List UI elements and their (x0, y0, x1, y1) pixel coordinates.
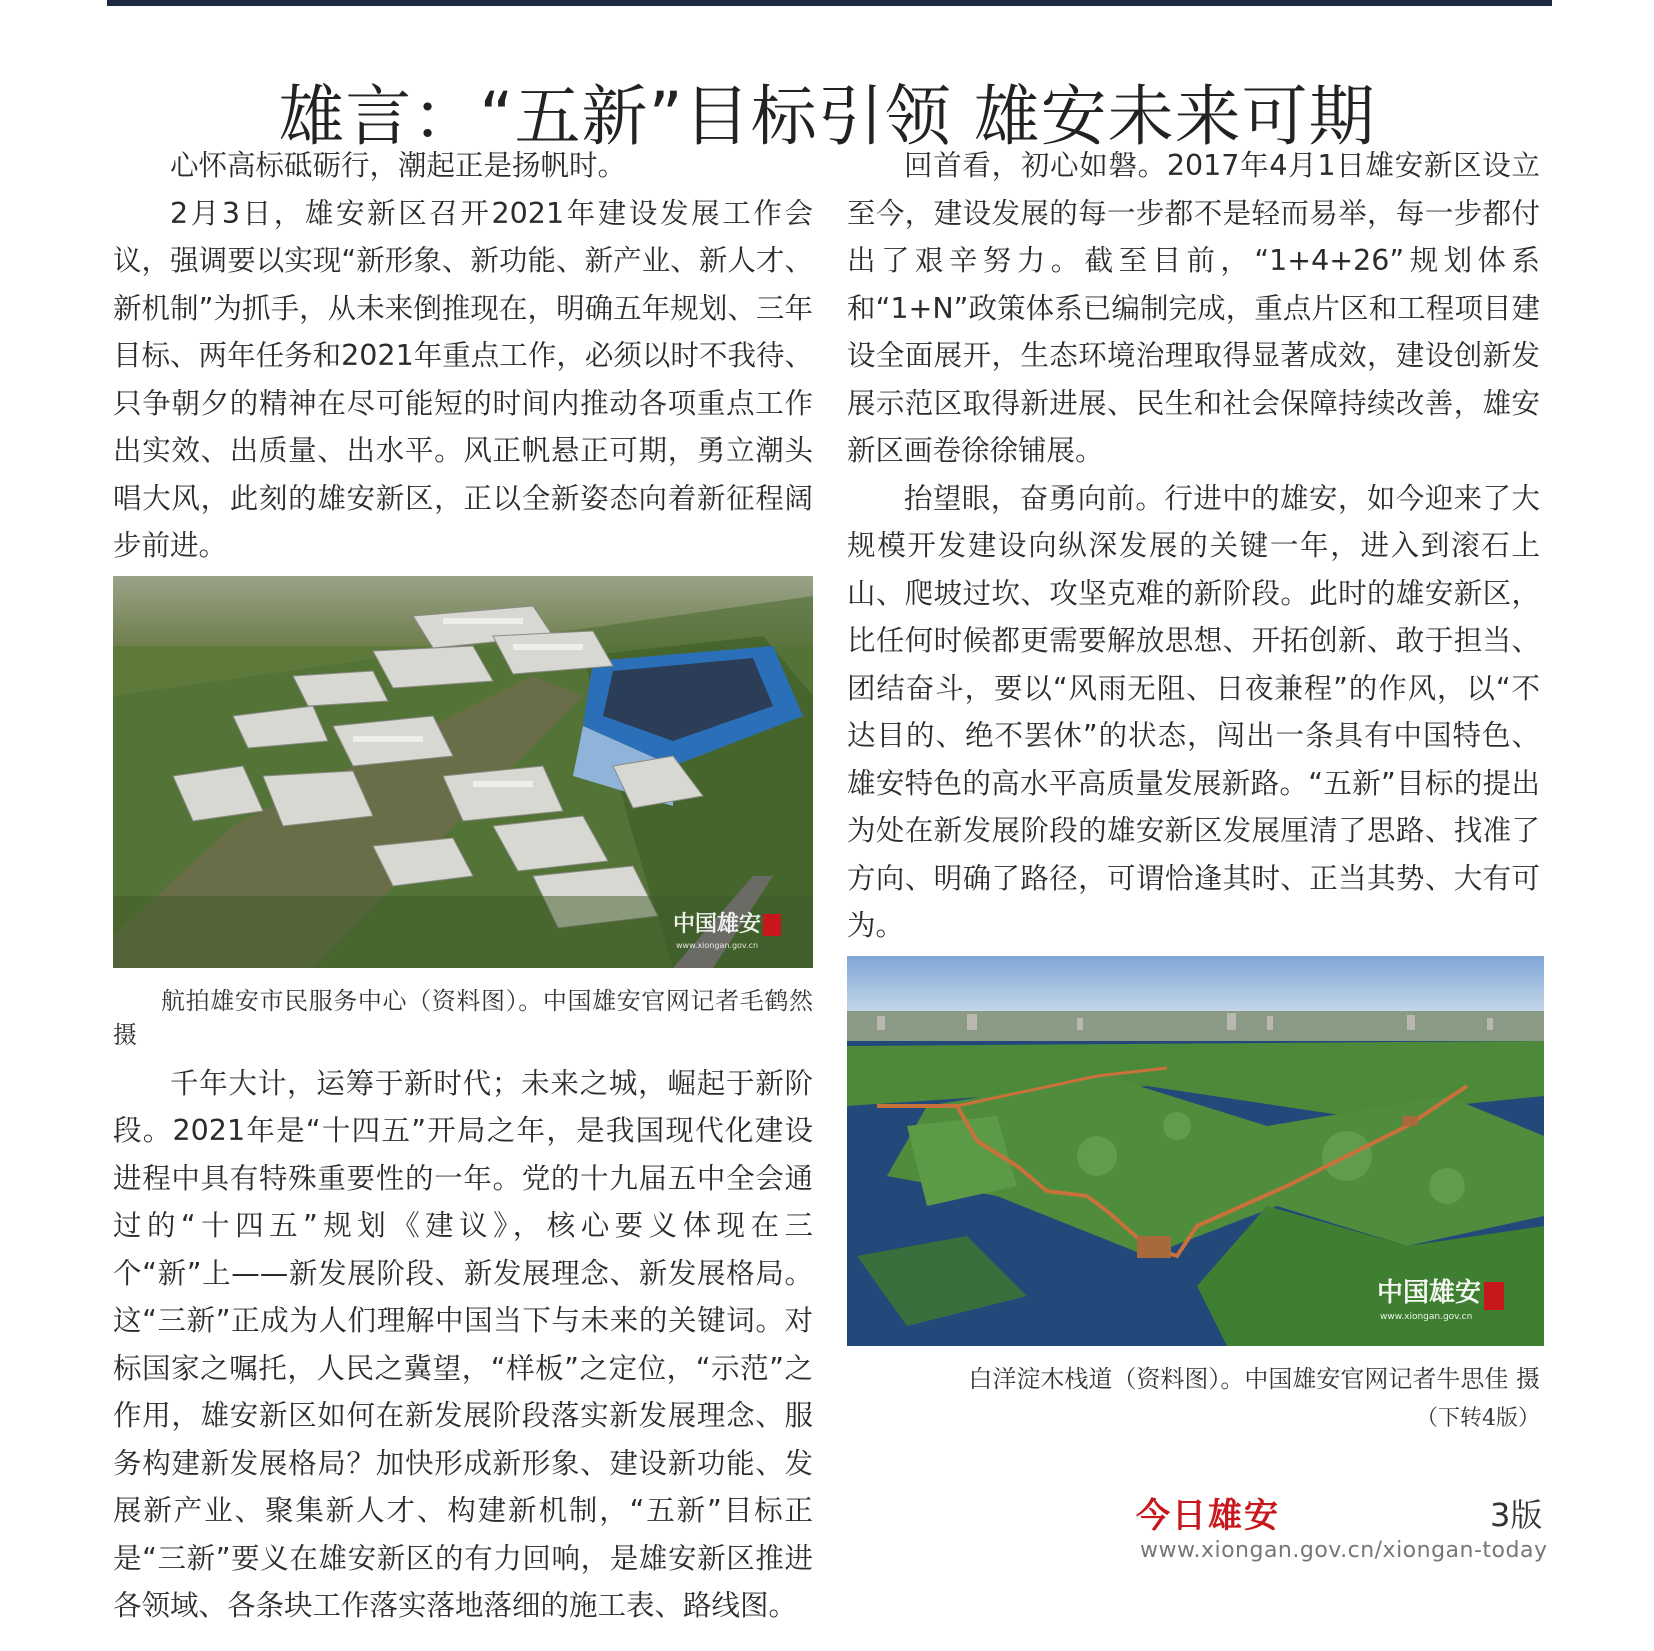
watermark-url: www.xiongan.gov.cn (676, 940, 759, 950)
paragraph: 抬望眼，奋勇向前。行进中的雄安，如今迎来了大规模开发建设向纵深发展的关键一年，进入到滚石上山、爬坡过坎、攻坚克难的新阶段。此时的雄安新区，比任何时候都更需要解放思想、开拓创新、敢于担当、团结奋斗，要以“风雨无阻、日夜兼程”的作风，以“不达目的、绝不罢休”的状态，闯出一条具有中国特色、雄安特色的高水平高质量发展新路。“五新”目标的提出为处在新发展阶段的雄安新区发展厘清了思路、找准了方向、明确了路径，可谓恰逢其时、正当其势、大有可为。 (847, 481, 1540, 942)
top-rule (107, 0, 1552, 6)
paragraph: 回首看，初心如磐。2017年4月1日雄安新区设立至今，建设发展的每一步都不是轻而易举，每一步都付出了艰辛努力。截至目前，“1+4+26”规划体系和“1+N”政策体系已编制完成，重点片区和工程项目建设全面展开，生态环境治理取得显著成效，建设创新发展示范区取得新进展、民生和社会保障持续改善，雄安新区画卷徐徐铺展。 (847, 149, 1540, 467)
watermark-url: www.xiongan.gov.cn (1380, 1311, 1473, 1322)
watermark-text: 中国雄安 (673, 910, 762, 937)
paragraph: 心怀高标砥砺行，潮起正是扬帆时。 (170, 149, 627, 182)
photo-caption-right: 白洋淀木栈道（资料图）。中国雄安官网记者牛思佳 摄 (968, 1364, 1540, 1393)
paragraph: 2月3日，雄安新区召开2021年建设发展工作会议，强调要以实现“新形象、新功能、新产业、新人才、新机制”为抓手，从未来倒推现在，明确五年规划、三年目标、两年任务和2021年重点工作，必须以时不我待、只争朝夕的精神在尽可能短的时间内推动各项重点工作出实效、出质量、出水平。风正帆悬正可期，勇立潮头唱大风，此刻的雄安新区，正以全新姿态向着新征程阔步前进。 (113, 196, 813, 562)
watermark-text: 中国雄安 (1377, 1277, 1482, 1308)
continued-note: （下转4版） (1416, 1405, 1540, 1431)
left-column (113, 142, 813, 1630)
page-number: 3版 (1490, 1496, 1543, 1534)
photo-caption-left: 航拍雄安市民服务中心（资料图）。中国雄安官网记者毛鹤然 摄 (113, 986, 813, 1049)
right-column (847, 142, 1540, 1434)
paragraph: 千年大计，运筹于新时代；未来之城，崛起于新阶段。2021年是“十四五”开局之年，是我国现代化建设进程中具有特殊重要性的一年。党的十九届五中全会通过的“十四五”规划《建议》，核心要义体现在三个“新”上——新发展阶段、新发展理念、新发展格局。这“三新”正成为人们理解中国当下与未来的关键词。对标国家之嘱托，人民之冀望，“样板”之定位，“示范”之作用，雄安新区如何在新发展阶段落实新发展理念、服务构建新发展格局？加快形成新形象、建设新功能、发展新产业、聚集新人才、构建新机制，“五新”目标正是“三新”要义在雄安新区的有力回响，是雄安新区推进各领域、各条块工作落实落地落细的施工表、路线图。 (113, 1066, 813, 1622)
footer-url[interactable]: www.xiongan.gov.cn/xiongan-today (1140, 1538, 1548, 1563)
citizen-service-center-photo (113, 576, 813, 968)
article-title: 雄言：“五新”目标引领 雄安未来可期 (278, 78, 1376, 156)
baiyangdian-boardwalk-photo (847, 956, 1544, 1346)
publication-logo: 今日雄安 (1136, 1496, 1280, 1536)
